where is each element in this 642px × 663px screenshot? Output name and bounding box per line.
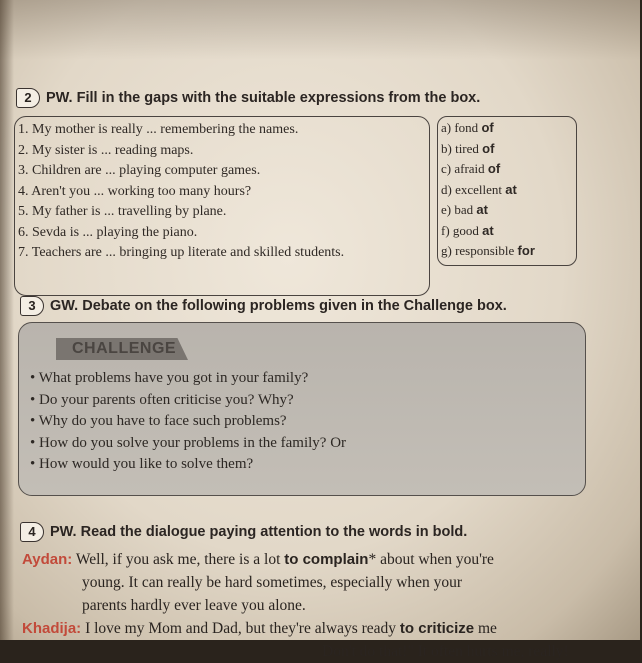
bold-phrase: to complain	[284, 551, 369, 568]
challenge-question: • Why do you have to face such problems?	[30, 413, 287, 429]
expression-text: d) excellent	[441, 181, 506, 197]
challenge-questions	[30, 368, 346, 476]
exercise-4-heading	[20, 522, 467, 542]
sentence: 4. Aren't you ... working too many hours?	[18, 183, 252, 199]
exercise-2-title: PW. Fill in the gaps with the suitable expressions from the box.	[46, 90, 481, 106]
dialogue-line: young. It can really be hard sometimes, especially when your	[82, 574, 463, 591]
sentence: 6. Sevda is ... playing the piano.	[18, 224, 198, 240]
dialogue-text: * about when you're	[368, 551, 494, 568]
sentence: 7. Teachers are ... bringing up literate and skilled students.	[18, 245, 345, 260]
exercise-2-heading	[16, 88, 480, 108]
expression-text: a) fond	[441, 120, 482, 135]
challenge-question: • How would you like to solve them?	[30, 456, 254, 472]
dialogue-line	[22, 617, 642, 640]
sentence: 5. My father is ... travelling by plane.	[18, 204, 227, 219]
expression-text: c) afraid	[441, 161, 488, 176]
expression-preposition: of	[482, 140, 495, 156]
expression-text: e) bad	[441, 202, 477, 217]
expression-text: b) tired	[441, 140, 483, 156]
dialogue-line: parents hardly ever leave you alone.	[82, 597, 306, 614]
dialogue-text: Well, if you ask me, there is a lot	[72, 551, 285, 568]
dialogue-line	[22, 548, 642, 571]
expression-text: f) good	[441, 222, 483, 238]
sentence: 3. Children are ... playing computer games.	[18, 163, 261, 178]
exercise-3-title: GW. Debate on the following problems given in the Challenge box.	[50, 298, 507, 314]
page-shadow-top	[0, 0, 640, 60]
expression-preposition: for	[517, 243, 535, 258]
expression-preposition: at	[476, 202, 488, 217]
expression-option	[441, 180, 535, 201]
expression-option	[441, 159, 535, 180]
exercise-2-number: 2	[16, 88, 40, 108]
expression-option	[441, 139, 535, 160]
challenge-question: • How do you solve your problems in the family? Or	[30, 434, 347, 451]
sentences-list	[18, 120, 344, 264]
expression-preposition: at	[482, 222, 494, 238]
page-shadow-left	[0, 0, 14, 640]
expressions-list	[441, 118, 535, 262]
expression-option	[441, 221, 535, 242]
expression-preposition: of	[487, 161, 501, 176]
dialogue-text: me	[474, 620, 497, 637]
exercise-3-number: 3	[20, 296, 44, 316]
sentence: 1. My mother is really ... remembering the names.	[18, 122, 299, 137]
speaker-name: Khadija:	[22, 620, 82, 637]
expression-preposition: of	[481, 120, 494, 135]
challenge-question: • Do your parents often criticise you? Why?	[30, 391, 294, 408]
sentence: 2. My sister is ... reading maps.	[18, 142, 194, 158]
exercise-3-heading	[20, 296, 507, 316]
speaker-name: Aydan:	[22, 551, 73, 568]
exercise-4-title: PW. Read the dialogue paying attention to the words in bold.	[50, 524, 468, 540]
challenge-label: CHALLENGE	[72, 340, 177, 357]
expression-option	[441, 200, 535, 221]
expression-option	[441, 241, 535, 262]
expression-option	[441, 118, 535, 139]
expression-text: g) responsible	[441, 243, 518, 258]
challenge-question: • What problems have you got in your family?	[30, 370, 309, 386]
dialogue-line: Don't do that!" It often hurts me, really!	[322, 643, 569, 660]
dialogue	[22, 548, 642, 663]
bold-phrase: to criticize	[399, 620, 475, 637]
exercise-4-number: 4	[20, 522, 44, 542]
expression-preposition: at	[505, 181, 517, 197]
dialogue-text: I love my Mom and Dad, but they're always ready	[81, 620, 400, 637]
